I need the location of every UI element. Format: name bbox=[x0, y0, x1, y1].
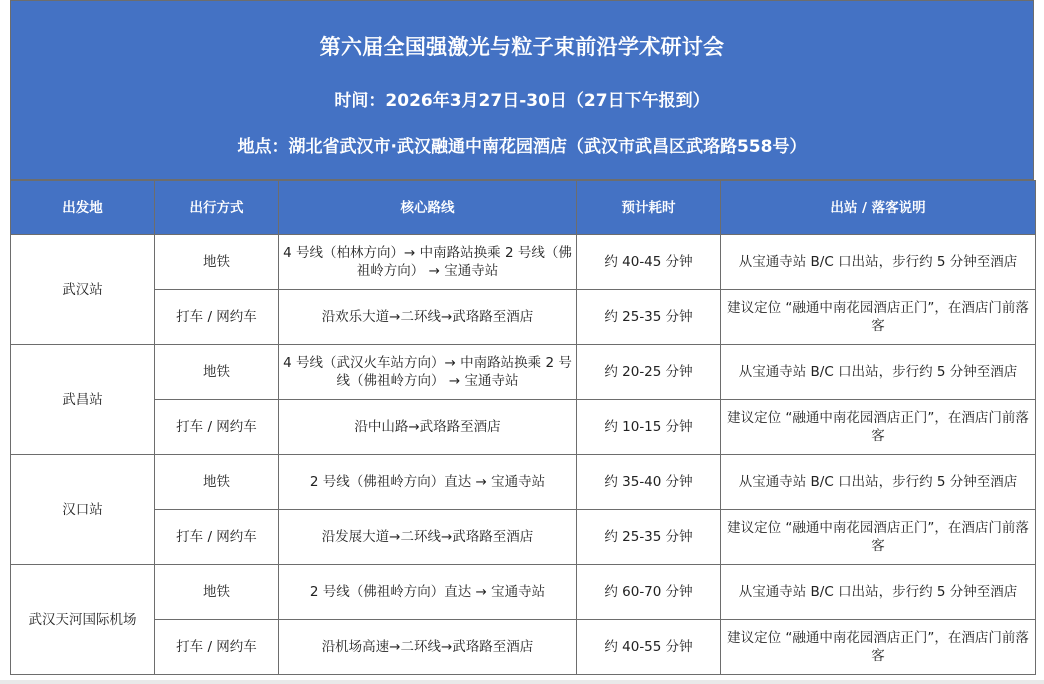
table-header-row bbox=[11, 181, 1036, 235]
table-row bbox=[11, 235, 1036, 290]
route-table bbox=[10, 180, 1036, 675]
route-cell: 2 号线（佛祖岭方向）直达 → 宝通寺站 bbox=[279, 565, 577, 620]
table-row bbox=[11, 510, 1036, 565]
route-cell: 2 号线（佛祖岭方向）直达 → 宝通寺站 bbox=[279, 455, 577, 510]
column-header-mode: 出行方式 bbox=[155, 181, 279, 235]
column-header-duration: 预计耗时 bbox=[577, 181, 721, 235]
conference-time: 时间：2026年3月27日-30日（27日下午报到） bbox=[334, 91, 710, 111]
bottom-strip bbox=[0, 680, 1044, 684]
origin-cell: 汉口站 bbox=[11, 455, 155, 565]
duration-cell: 约 10-15 分钟 bbox=[577, 400, 721, 455]
duration-cell: 约 25-35 分钟 bbox=[577, 290, 721, 345]
route-cell: 4 号线（武汉火车站方向）→ 中南路站换乘 2 号线（佛祖岭方向） → 宝通寺站 bbox=[279, 345, 577, 400]
mode-cell: 打车 / 网约车 bbox=[155, 400, 279, 455]
note-cell: 建议定位 “融通中南花园酒店正门”，在酒店门前落客 bbox=[721, 620, 1036, 675]
note-cell: 从宝通寺站 B/C 口出站，步行约 5 分钟至酒店 bbox=[721, 345, 1036, 400]
duration-cell: 约 35-40 分钟 bbox=[577, 455, 721, 510]
conference-header bbox=[10, 0, 1034, 180]
column-header-note: 出站 / 落客说明 bbox=[721, 181, 1036, 235]
origin-cell: 武汉站 bbox=[11, 235, 155, 345]
origin-cell: 武昌站 bbox=[11, 345, 155, 455]
route-cell: 沿机场高速→二环线→武珞路至酒店 bbox=[279, 620, 577, 675]
table-row bbox=[11, 455, 1036, 510]
route-cell: 沿欢乐大道→二环线→武珞路至酒店 bbox=[279, 290, 577, 345]
mode-cell: 打车 / 网约车 bbox=[155, 620, 279, 675]
column-header-route: 核心路线 bbox=[279, 181, 577, 235]
route-cell: 4 号线（柏林方向）→ 中南路站换乘 2 号线（佛祖岭方向） → 宝通寺站 bbox=[279, 235, 577, 290]
table-row bbox=[11, 400, 1036, 455]
route-cell: 沿中山路→武珞路至酒店 bbox=[279, 400, 577, 455]
table-row bbox=[11, 345, 1036, 400]
conference-title: 第六届全国强激光与粒子束前沿学术研讨会 bbox=[319, 35, 725, 59]
duration-cell: 约 60-70 分钟 bbox=[577, 565, 721, 620]
origin-cell: 武汉天河国际机场 bbox=[11, 565, 155, 675]
note-cell: 从宝通寺站 B/C 口出站，步行约 5 分钟至酒店 bbox=[721, 455, 1036, 510]
table-row bbox=[11, 290, 1036, 345]
route-cell: 沿发展大道→二环线→武珞路至酒店 bbox=[279, 510, 577, 565]
table-row bbox=[11, 565, 1036, 620]
table-row bbox=[11, 620, 1036, 675]
mode-cell: 打车 / 网约车 bbox=[155, 290, 279, 345]
conference-location: 地点：湖北省武汉市·武汉融通中南花园酒店（武汉市武昌区武珞路558号） bbox=[237, 137, 807, 157]
mode-cell: 地铁 bbox=[155, 345, 279, 400]
note-cell: 从宝通寺站 B/C 口出站，步行约 5 分钟至酒店 bbox=[721, 235, 1036, 290]
note-cell: 建议定位 “融通中南花园酒店正门”，在酒店门前落客 bbox=[721, 290, 1036, 345]
note-cell: 从宝通寺站 B/C 口出站，步行约 5 分钟至酒店 bbox=[721, 565, 1036, 620]
mode-cell: 地铁 bbox=[155, 235, 279, 290]
column-header-origin: 出发地 bbox=[11, 181, 155, 235]
note-cell: 建议定位 “融通中南花园酒店正门”，在酒店门前落客 bbox=[721, 400, 1036, 455]
duration-cell: 约 40-55 分钟 bbox=[577, 620, 721, 675]
mode-cell: 打车 / 网约车 bbox=[155, 510, 279, 565]
duration-cell: 约 40-45 分钟 bbox=[577, 235, 721, 290]
duration-cell: 约 25-35 分钟 bbox=[577, 510, 721, 565]
mode-cell: 地铁 bbox=[155, 455, 279, 510]
note-cell: 建议定位 “融通中南花园酒店正门”，在酒店门前落客 bbox=[721, 510, 1036, 565]
mode-cell: 地铁 bbox=[155, 565, 279, 620]
duration-cell: 约 20-25 分钟 bbox=[577, 345, 721, 400]
